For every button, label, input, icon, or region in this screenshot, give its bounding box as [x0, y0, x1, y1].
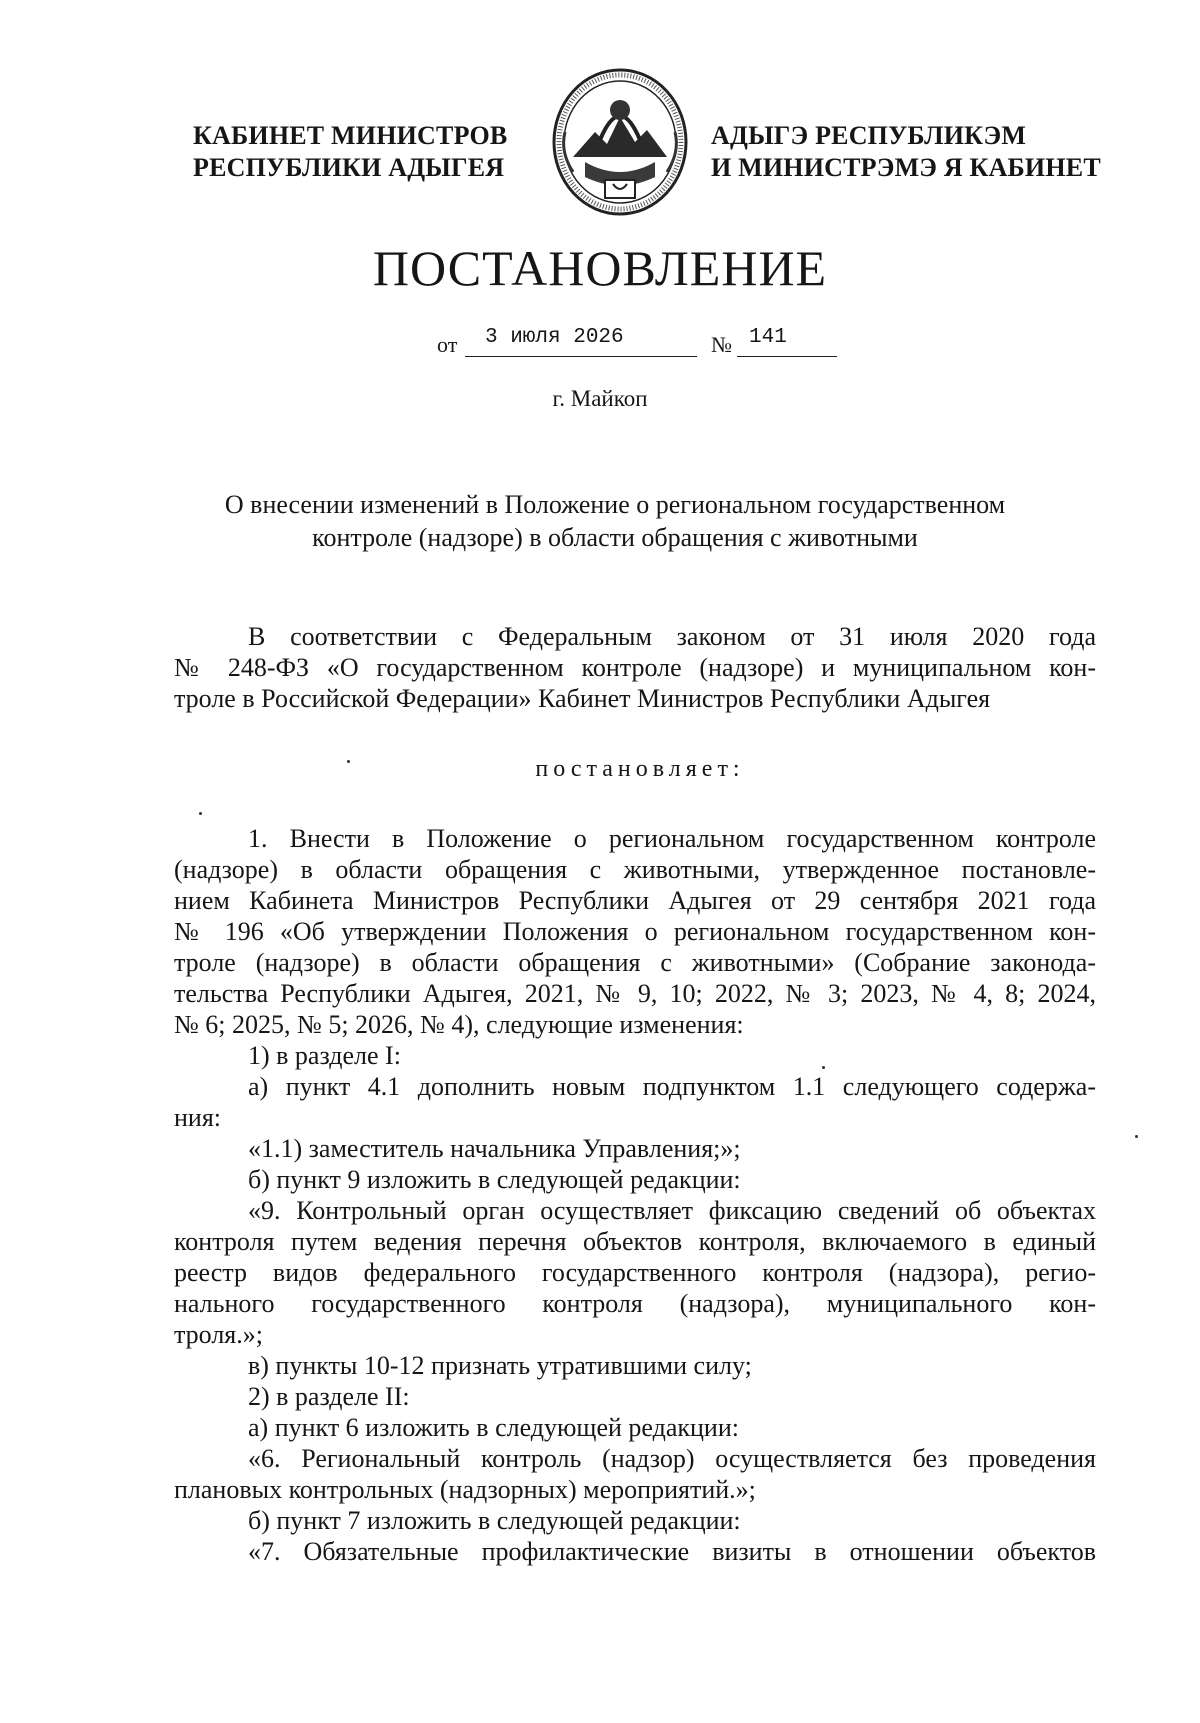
scan-speck	[199, 812, 202, 815]
document-date: 3 июля 2026	[485, 326, 624, 349]
document-title	[160, 488, 1070, 554]
item-line: нального государственного контроля (надзора), муниципального кон-	[174, 1289, 1096, 1318]
issuer-line-2: РЕСПУБЛИКИ АДЫГЕЯ	[193, 153, 505, 182]
title-line-2: контроле (надзоре) в области обращения с животными	[312, 523, 918, 552]
date-underline	[465, 356, 697, 357]
number-label: №	[711, 332, 732, 357]
preamble-line: № 248-ФЗ «О государственном контроле (надзоре) и муниципальном кон-	[174, 653, 1096, 682]
item-line: «7. Обязательные профилактические визиты в отношении объектов	[248, 1537, 1096, 1566]
coat-of-arms-emblem-icon	[545, 62, 695, 222]
decrees-heading: постановляет:	[535, 756, 745, 782]
issuer-name-adyghe	[711, 120, 1101, 184]
number-underline	[737, 356, 837, 357]
scan-speck	[1135, 1135, 1138, 1138]
issuer-name-russian	[193, 120, 507, 184]
preamble-line: троле в Российской Федерации» Кабинет Министров Республики Адыгея	[174, 684, 991, 713]
item-line: ния:	[174, 1103, 222, 1132]
item-line: б) пункт 7 изложить в следующей редакции:	[248, 1506, 741, 1535]
item-line: «6. Региональный контроль (надзор) осуществляется без проведения	[248, 1444, 1096, 1473]
item-line: б) пункт 9 изложить в следующей редакции:	[248, 1165, 741, 1194]
item-line: плановых контрольных (надзорных) мероприятий.»;	[174, 1475, 756, 1504]
scan-speck	[347, 760, 350, 763]
preamble	[174, 621, 1096, 714]
item-line: № 6; 2025, № 5; 2026, № 4), следующие изменения:	[174, 1010, 744, 1039]
preamble-line: В соответствии с Федеральным законом от 31 июля 2020 года	[248, 622, 1096, 651]
issuer-adyghe-line-2: И МИНИСТРЭМЭ Я КАБИНЕТ	[711, 153, 1101, 182]
item-line: «9. Контрольный орган осуществляет фиксацию сведений об объектах	[248, 1196, 1096, 1225]
item-line: нием Кабинета Министров Республики Адыгея от 29 сентября 2021 года	[174, 886, 1096, 915]
item-line: а) пункт 6 изложить в следующей редакции:	[248, 1413, 739, 1442]
document-type: ПОСТАНОВЛЕНИЕ	[372, 240, 828, 296]
item-line: 2) в разделе II:	[248, 1382, 410, 1411]
item-line: «1.1) заместитель начальника Управления;»;	[248, 1134, 741, 1163]
item-line: 1) в разделе I:	[248, 1041, 401, 1070]
item-line: троле (надзоре) в области обращения с животными» (Собрание законода-	[174, 948, 1096, 977]
scan-speck	[822, 1066, 825, 1069]
item-line: троля.»;	[174, 1320, 263, 1349]
item-line: (надзоре) в области обращения с животными, утвержденное постановле-	[174, 855, 1096, 884]
issuer-adyghe-line-1: АДЫГЭ РЕСПУБЛИКЭМ	[711, 121, 1027, 150]
issuer-line-1: КАБИНЕТ МИНИСТРОВ	[193, 121, 508, 150]
item-line: 1. Внести в Положение о региональном государственном контроле	[248, 824, 1096, 853]
item-line: тельства Республики Адыгея, 2021, № 9, 10; 2022, № 3; 2023, № 4, 8; 2024,	[174, 979, 1096, 1008]
item-line: реестр видов федерального государственного контроля (надзора), регио-	[174, 1258, 1096, 1287]
item-line: а) пункт 4.1 дополнить новым подпунктом 1.1 следующего содержа-	[248, 1072, 1096, 1101]
document-number: 141	[749, 326, 787, 349]
item-line: в) пункты 10-12 признать утратившими силу;	[248, 1351, 752, 1380]
title-line-1: О внесении изменений в Положение о региональном государственном	[224, 490, 1006, 519]
item-line: контроля путем ведения перечня объектов контроля, включаемого в единый	[174, 1227, 1096, 1256]
item-line: № 196 «Об утверждении Положения о региональном государственном кон-	[174, 917, 1096, 946]
decree-items	[174, 823, 1096, 1567]
city: г. Майкоп	[552, 386, 648, 411]
from-label: от	[437, 332, 458, 357]
